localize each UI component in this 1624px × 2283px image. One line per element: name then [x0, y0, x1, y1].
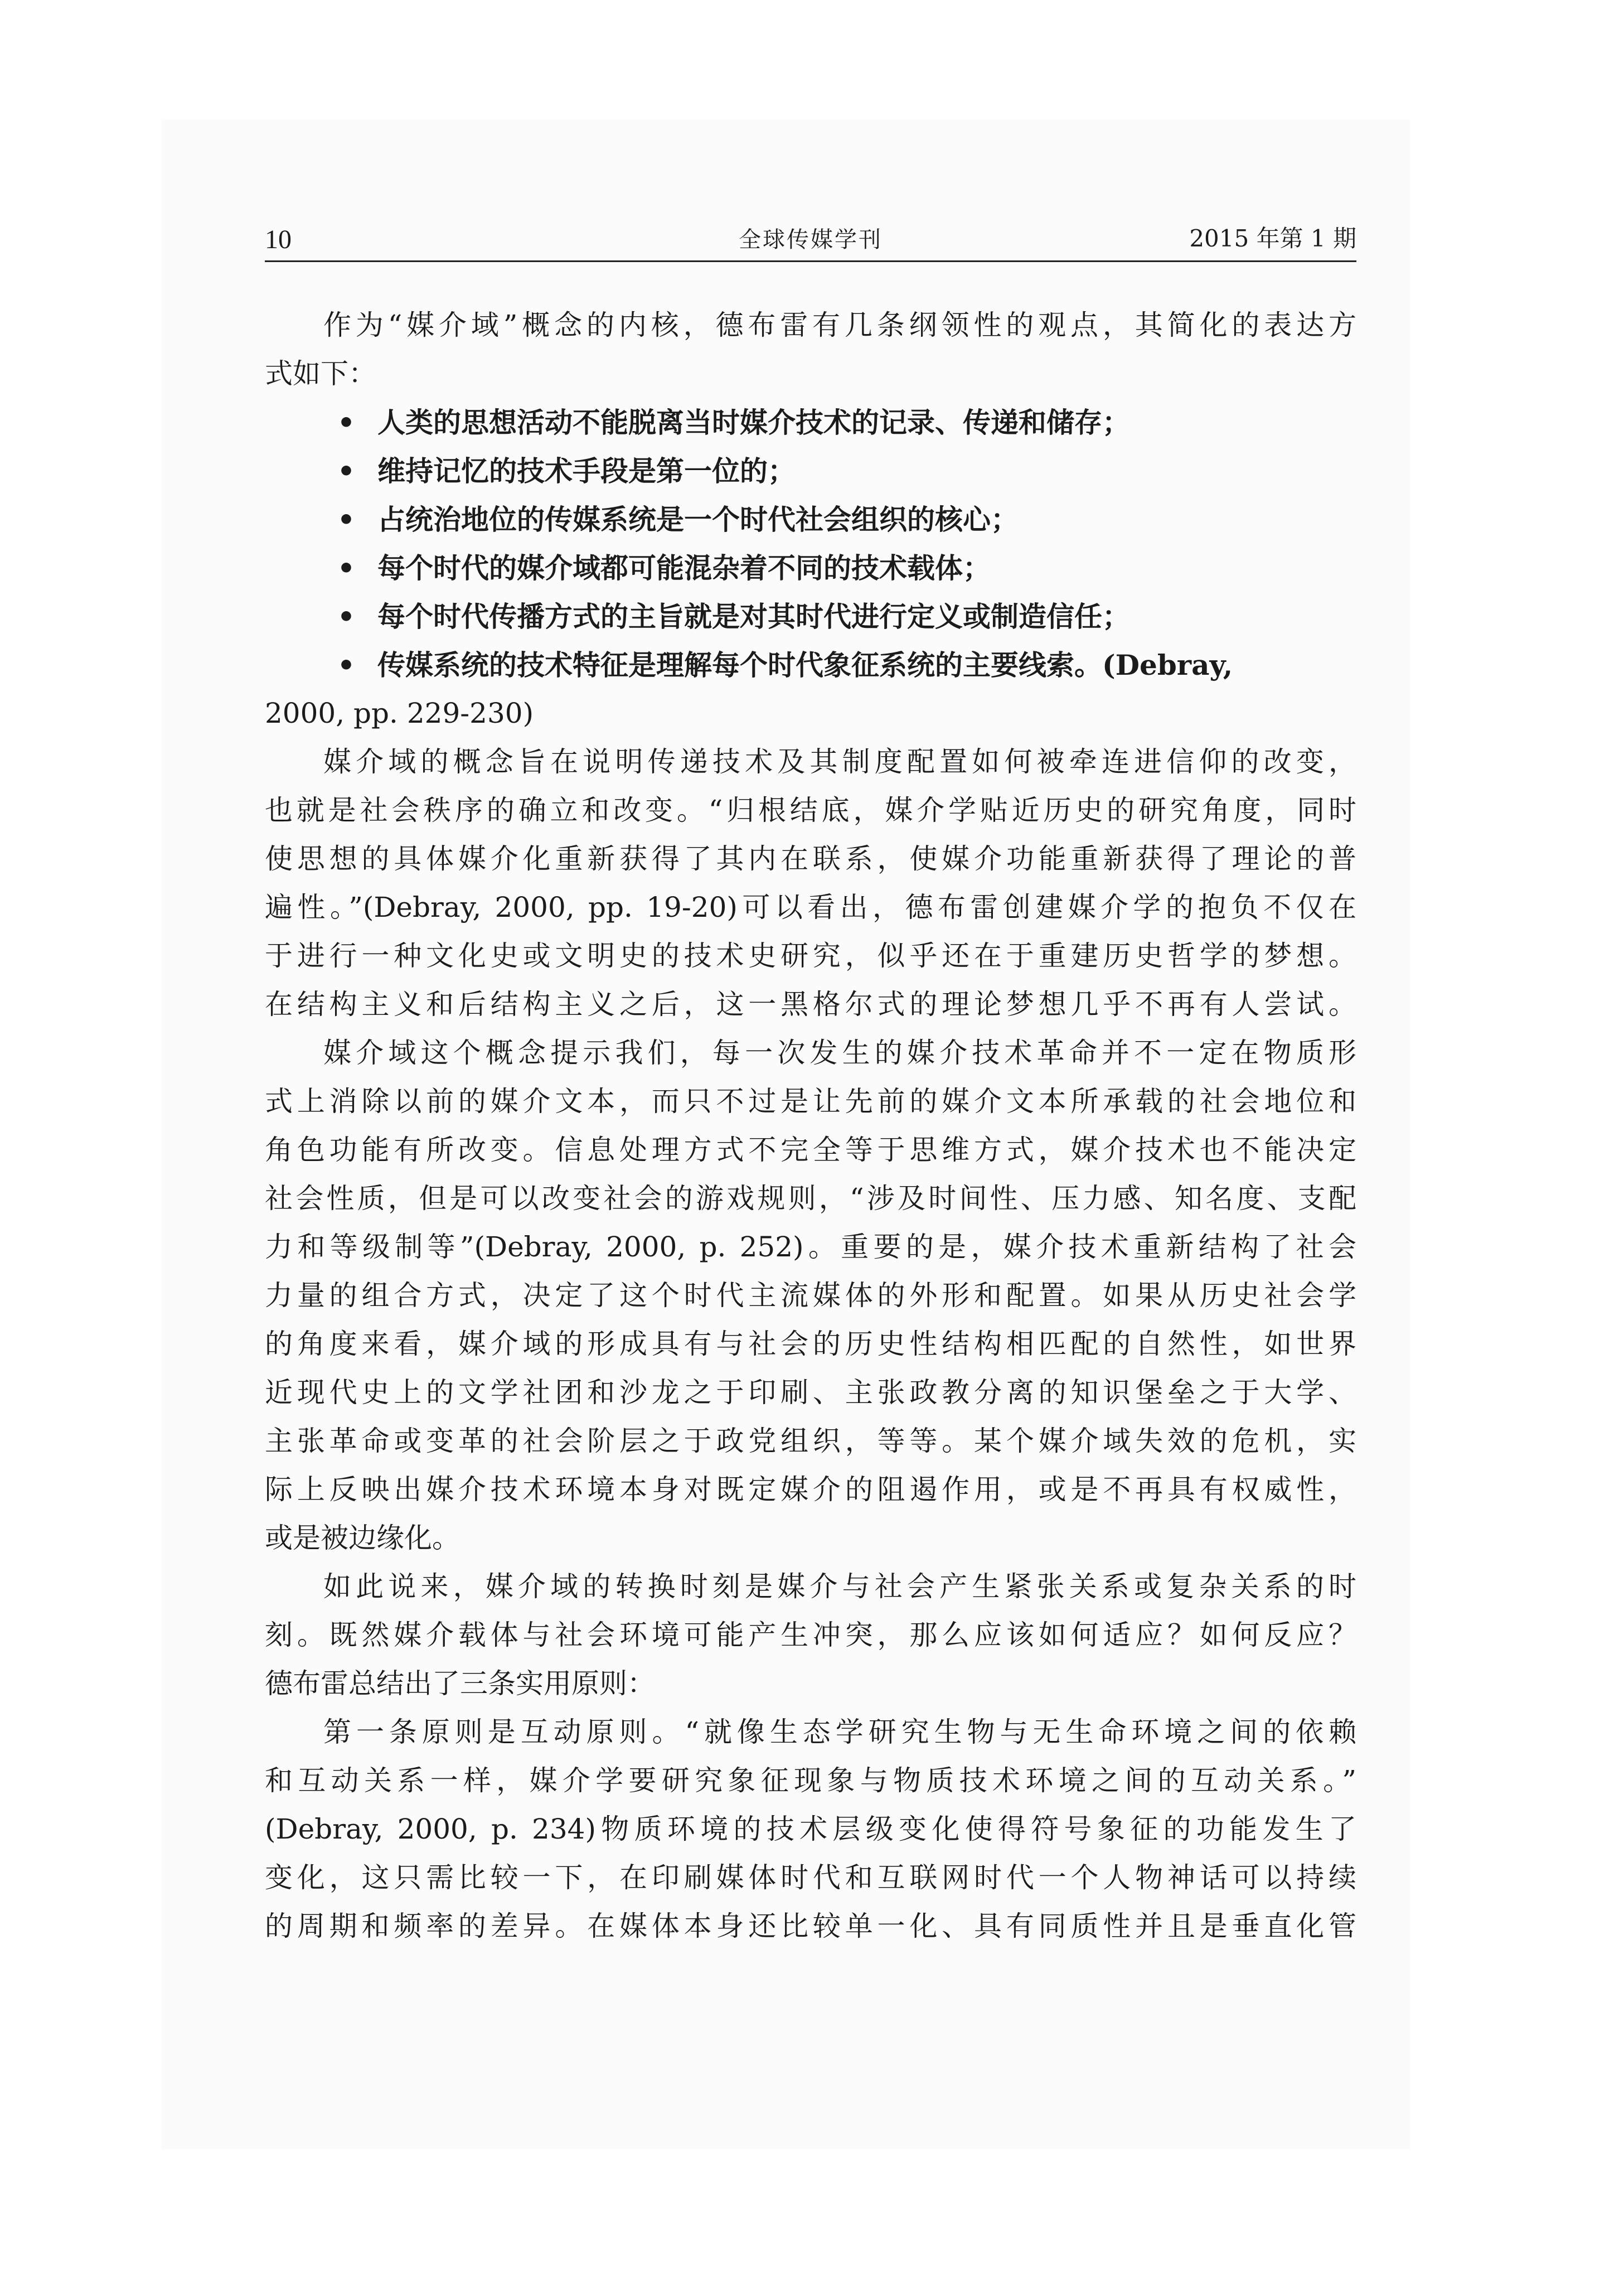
running-header — [265, 220, 1356, 262]
text-line: 于进行一种文化史或文明史的技术史研究，似乎还在于重建历史哲学的梦想。 — [265, 940, 1356, 972]
bullet-item — [265, 544, 1356, 592]
text-line: 媒介域这个概念提示我们，每一次发生的媒介技术革命并不一定在物质形 — [323, 1037, 1356, 1069]
bullet-text: 每个时代的媒介域都可能混杂着不同的技术载体； — [377, 552, 991, 584]
text-line: 的角度来看，媒介域的形成具有与社会的历史性结构相匹配的自然性，如世界 — [265, 1328, 1356, 1360]
text-line: 第一条原则是互动原则。“就像生态学研究生物与无生命环境之间的依赖 — [323, 1716, 1356, 1748]
bullet-marker: • — [337, 406, 355, 439]
text-line: 媒介域的概念旨在说明传递技术及其制度配置如何被牵连进信仰的改变， — [323, 746, 1356, 778]
text-line: 刻。既然媒介载体与社会环境可能产生冲突，那么应该如何适应？如何反应？ — [265, 1619, 1356, 1651]
text-line: 际上反映出媒介技术环境本身对既定媒介的阻遏作用，或是不再具有权威性， — [265, 1473, 1356, 1506]
bullet-item — [265, 592, 1356, 641]
paragraph — [265, 1563, 1356, 1708]
text-line: 近现代史上的文学社团和沙龙之于印刷、主张政教分离的知识堡垒之于大学、 — [265, 1376, 1356, 1409]
paragraph — [265, 1708, 1356, 1951]
bullet-list — [265, 398, 1356, 738]
page-number: 10 — [265, 225, 292, 254]
bullet-text: 维持记忆的技术手段是第一位的； — [377, 454, 796, 487]
bullet-text: 占统治地位的传媒系统是一个时代社会组织的核心； — [377, 503, 1019, 536]
text-line: 力量的组合方式，决定了这个时代主流媒体的外形和配置。如果从历史社会学 — [265, 1279, 1356, 1312]
body-text — [265, 301, 1356, 1951]
text-line: 也就是社会秩序的确立和改变。“归根结底，媒介学贴近历史的研究角度，同时 — [265, 794, 1356, 826]
bullet-item — [265, 495, 1356, 544]
issue-label: 2015 年第 1 期 — [1189, 225, 1356, 252]
text-line: 或是被边缘化。 — [265, 1522, 460, 1554]
journal-title: 全球传媒学刊 — [739, 227, 883, 253]
paragraph — [265, 1029, 1356, 1563]
text-line: 力和等级制等”(Debray, 2000, p. 252)。重要的是，媒介技术重新结构了社会 — [265, 1231, 1356, 1263]
text-line: 如此说来，媒介域的转换时刻是媒介与社会产生紧张关系或复杂关系的时 — [323, 1570, 1356, 1603]
text-line: 使思想的具体媒介化重新获得了其内在联系，使媒介功能重新获得了理论的普 — [265, 843, 1356, 875]
bullet-text: 传媒系统的技术特征是理解每个时代象征系统的主要线索。(Debray, — [377, 649, 1233, 681]
bullet-text: 人类的思想活动不能脱离当时媒介技术的记录、传递和储存； — [377, 406, 1130, 439]
text-line: 社会性质，但是可以改变社会的游戏规则，“涉及时间性、压力感、知名度、支配 — [265, 1182, 1356, 1215]
text-line: 的周期和频率的差异。在媒体本身还比较单一化、具有同质性并且是垂直化管 — [265, 1910, 1356, 1942]
text-line: 主张革命或变革的社会阶层之于政党组织，等等。某个媒介域失效的危机，实 — [265, 1425, 1356, 1457]
text-line: 变化，这只需比较一下，在印刷媒体时代和互联网时代一个人物神话可以持续 — [265, 1861, 1356, 1894]
text-line: 在结构主义和后结构主义之后，这一黑格尔式的理论梦想几乎不再有人尝试。 — [265, 988, 1356, 1020]
bullet-marker: • — [337, 552, 355, 584]
text-line: (Debray, 2000, p. 234)物质环境的技术层级变化使得符号象征的功能发生了 — [265, 1813, 1356, 1845]
text-line: 遍性。”(Debray, 2000, pp. 19-20)可以看出，德布雷创建媒介学的抱负不仅在 — [265, 891, 1356, 923]
paragraph — [265, 738, 1356, 1029]
bullet-text: 每个时代传播方式的主旨就是对其时代进行定义或制造信任； — [377, 600, 1130, 633]
bullet-marker: • — [337, 503, 355, 536]
bullet-item — [265, 398, 1356, 447]
citation-continuation: 2000, pp. 229-230) — [265, 697, 534, 729]
text-line: 作为“媒介域”概念的内核，德布雷有几条纲领性的观点，其简化的表达方 — [323, 309, 1356, 341]
bullet-marker: • — [337, 600, 355, 633]
text-line: 式如下： — [265, 357, 376, 390]
bullet-marker: • — [337, 454, 355, 487]
text-line: 式上消除以前的媒介文本，而只不过是让先前的媒介文本所承载的社会地位和 — [265, 1085, 1356, 1118]
paragraph-intro — [265, 301, 1356, 398]
bullet-marker: • — [337, 649, 355, 681]
text-line: 德布雷总结出了三条实用原则： — [265, 1667, 655, 1700]
bullet-item — [265, 447, 1356, 495]
bullet-item — [265, 641, 1356, 689]
text-line: 和互动关系一样，媒介学要研究象征现象与物质技术环境之间的互动关系。” — [265, 1764, 1356, 1797]
text-line: 角色功能有所改变。信息处理方式不完全等于思维方式，媒介技术也不能决定 — [265, 1134, 1356, 1166]
